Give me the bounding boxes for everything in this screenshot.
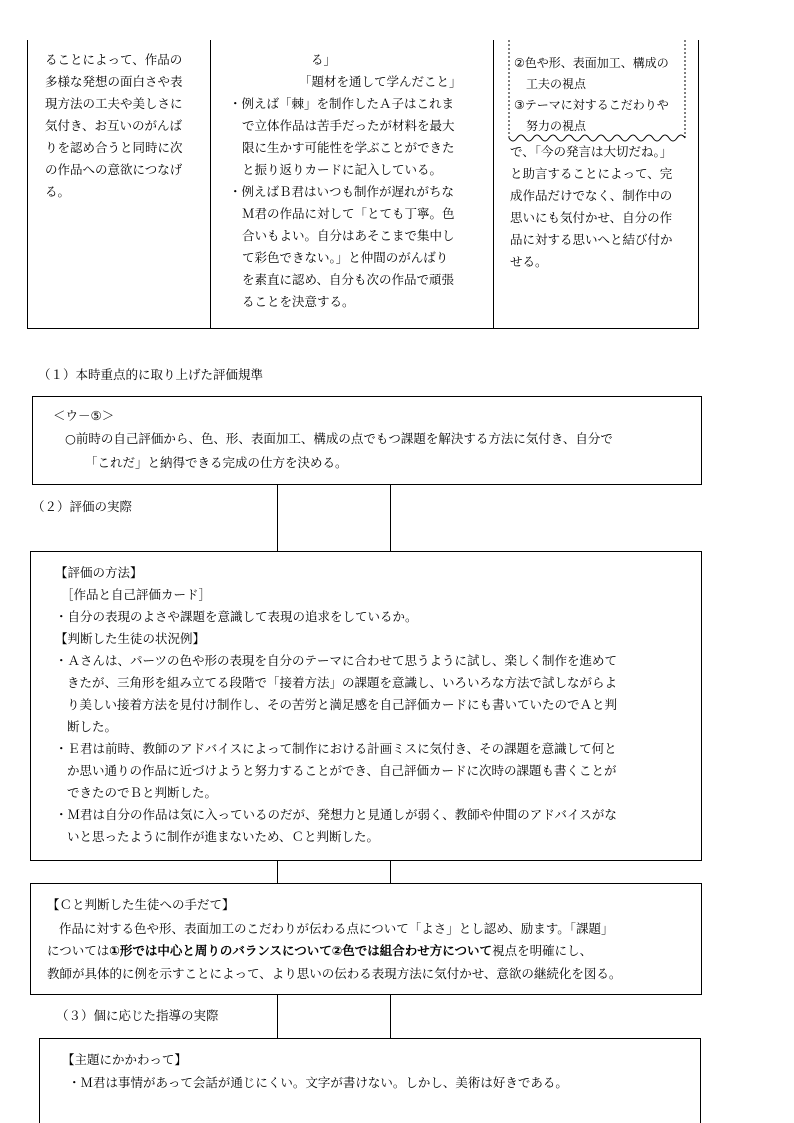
eval-line: 【判断した生徒の状況例】: [55, 631, 206, 646]
support-line3: 教師が具体的に例を示すことによって、より思いの伝わる表現方法に気付かせ、意欲の継続化を図る。: [47, 966, 622, 981]
col2-line: 「題材を通して学んだこと」: [299, 74, 462, 89]
criteria-line1: ○前時の自己評価から、色、形、表面加工、構成の点でもつ課題を解決する方法に気付き、自分で: [65, 431, 613, 446]
support-line2-bold: ①形では中心と周りのバランスについて②色では組合わせ方について: [109, 943, 493, 958]
col2-line: ・例えば「棘」を制作したＡ子はこれま: [229, 96, 455, 111]
col1-line: の作品への意欲につなげ: [45, 162, 183, 177]
col2-line: 合いもよい。自分はあそこまで集中し: [242, 228, 455, 243]
eval-line: 【評価の方法】: [55, 565, 143, 580]
col1-line: る。: [45, 184, 71, 199]
guidance-box: [39, 1038, 701, 1123]
support-line1: 作品に対する色や形、表面加工のこだわりが伝わる点について「よさ」とし認め、励ます。「課題」: [59, 921, 614, 936]
col3-box-line: ②色や形、表面加工、構成の: [514, 56, 669, 70]
support-line2: [47, 940, 592, 962]
eval-line: ・Ｅ君は前時、教師のアドバイスによって制作における計画ミスに気付き、その課題を意識して何と: [55, 741, 617, 756]
criteria-box: [32, 396, 702, 485]
connector-right-3: [390, 994, 391, 1038]
col2-line: ることを決意する。: [242, 294, 355, 309]
eval-line: いと思ったように制作が進まないため、Ｃと判断した。: [67, 829, 380, 844]
col3-box-text: [514, 53, 669, 137]
col1-line: ることによって、作品の: [45, 52, 183, 67]
eval-line: か思い通りの作品に近づけようと努力することができ、自己評価カードに次時の課題も書くことが: [67, 763, 617, 778]
col3-line: と助言することによって、完: [510, 166, 673, 181]
table-bottom-border: [27, 328, 699, 329]
eval-line: ・自分の表現のよさや課題を意識して表現の追求をしているか。: [55, 609, 418, 624]
connector-left-2: [277, 860, 278, 884]
col2-line: る」: [311, 52, 337, 67]
section3-heading: （３）個に応じた指導の実際: [56, 1008, 219, 1023]
section2-heading: （２）評価の実際: [32, 499, 133, 514]
connector-right-2: [390, 860, 391, 884]
eval-line: ［作品と自己評価カード］: [61, 587, 212, 602]
col2-line: ・例えばＢ君はいつも制作が遅れがちな: [229, 184, 455, 199]
col3-box-line: 工夫の視点: [514, 77, 587, 91]
col3-box-line: ③テーマに対するこだわりや: [514, 98, 669, 112]
support-title: 【Ｃと判断した生徒への手だて】: [47, 897, 235, 912]
connector-right: [390, 484, 391, 552]
criteria-label: ＜ウ－⑤＞: [53, 408, 115, 423]
col3-line: 思いにも気付かせ、自分の作: [510, 210, 673, 225]
eval-line: ・Ａさんは、パーツの色や形の表現を自分のテーマに合わせて思うように試し、楽しく制作を進めて: [55, 653, 618, 668]
table-left-border: [27, 40, 28, 329]
eval-line: 断した。: [67, 719, 118, 734]
col1-line: 多様な発想の面白さや表: [45, 74, 183, 89]
col3-line: 成作品だけでなく、制作中の: [510, 188, 673, 203]
table-col3: [510, 141, 673, 273]
col3-line: せる。: [510, 254, 548, 269]
guidance-title: 【主題にかかわって】: [62, 1052, 187, 1067]
col1-line: 気付き、お互いのがんば: [45, 118, 183, 133]
support-line2-post: 視点を明確にし、: [492, 943, 593, 958]
col2-line: で立体作品は苦手だったが材料を最大: [242, 118, 455, 133]
col2-line: 限に生かす可能性を学ぶことができた: [242, 140, 455, 155]
criteria-line2: 「これだ」と納得できる完成の仕方を決める。: [85, 455, 348, 470]
col2-line: て彩色できない。」と仲間のがんばり: [242, 250, 449, 265]
col1-line: りを認め合うと同時に次: [45, 140, 183, 155]
eval-line: り美しい接着方法を見付け制作し、その苦労と満足感を自己評価カードにも書いていたのでＡと判: [67, 697, 618, 712]
table-divider-1: [210, 40, 211, 329]
support-box: [30, 883, 702, 995]
col3-box-line: 努力の視点: [514, 119, 587, 133]
col2-line: Ｍ君の作品に対して「とても丁寧。色: [242, 206, 455, 221]
guidance-line1: ・Ｍ君は事情があって会話が通じにくい。文字が書けない。しかし、美術は好きである。: [68, 1075, 568, 1090]
support-line2-pre: については: [47, 943, 110, 958]
table-col1: [45, 49, 183, 203]
section1-heading: （１）本時重点的に取り上げた評価規準: [38, 367, 264, 382]
col2-line: と振り返りカードに記入している。: [242, 162, 443, 177]
connector-left-3: [277, 994, 278, 1038]
col3-line: で、「今の発言は大切だね。」: [510, 144, 673, 159]
col2-line: を素直に認め、自分も次の作品で頑張: [242, 272, 455, 287]
eval-line: ・Ｍ君は自分の作品は気に入っているのだが、発想力と見通しが弱く、教師や仲間のアドバイスがな: [55, 807, 617, 822]
eval-line: できたのでＢと判断した。: [67, 785, 218, 800]
col1-line: 現方法の工夫や美しさに: [45, 96, 183, 111]
col3-line: 品に対する思いへと結び付か: [510, 232, 673, 247]
table-divider-2: [493, 40, 494, 329]
eval-line: きたが、三角形を組み立てる段階で「接着方法」の課題を意識し、いろいろな方法で試しながらよ: [67, 675, 618, 690]
table-col2: [229, 49, 462, 313]
evaluation-box: [30, 551, 702, 861]
connector-left: [277, 484, 278, 552]
table-right-border: [698, 40, 699, 329]
